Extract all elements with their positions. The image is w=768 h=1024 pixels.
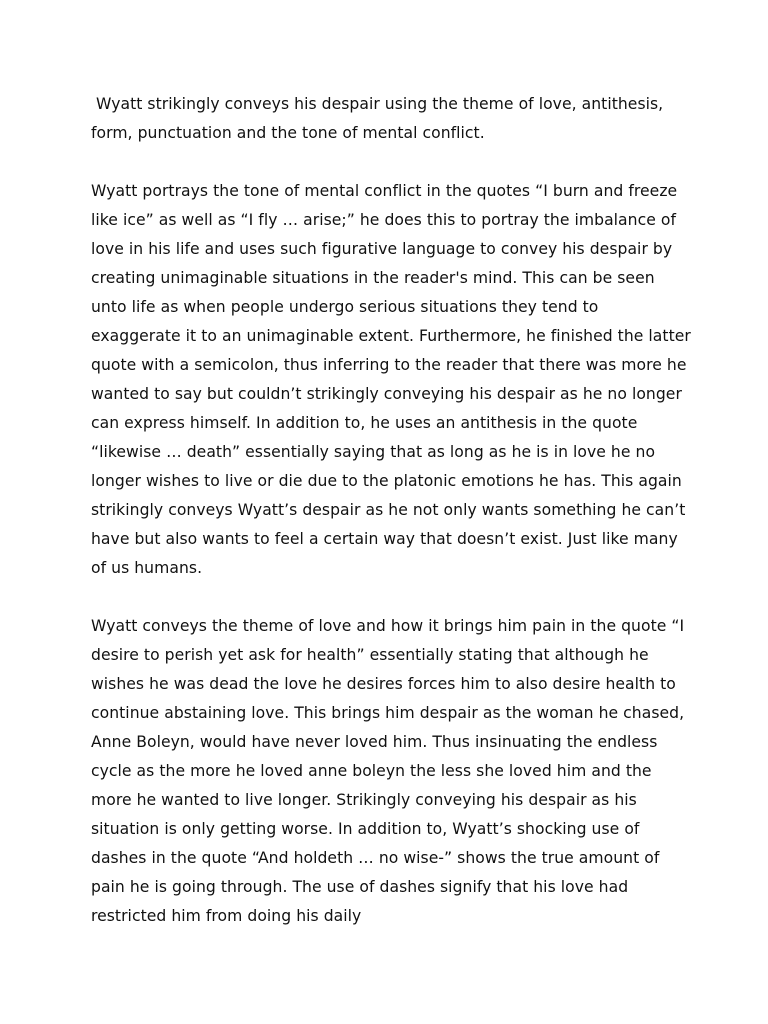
paragraph-theme-of-love: Wyatt conveys the theme of love and how it brings him pain in the quote “I desire to perish yet ask for health” essentially stating that although he wishes he was dead the love he desires forces him to also desire health to continue abstaining love. This brings him despair as the woman he chased, Anne Boleyn, would have never loved him. Thus insinuating the endless cycle as the more he loved anne boleyn the less she loved him and the more he wanted to live longer. Strikingly conveying his despair as his situation is only getting worse. In addition to, Wyatt’s shocking use of dashes in the quote “And holdeth … no wise-” shows the true amount of pain he is going through. The use of dashes signify that his love had restricted him from doing his daily	[91, 617, 685, 925]
paragraph-intro: Wyatt strikingly conveys his despair using the theme of love, antithesis, form, punctuation and the tone of mental conflict.	[91, 95, 664, 142]
paragraph-mental-conflict: Wyatt portrays the tone of mental conflict in the quotes “I burn and freeze like ice” as well as “I fly … arise;” he does this to portray the imbalance of love in his life and uses such figurative language to convey his despair by creating unimaginable situations in the reader's mind. This can be seen unto life as when people undergo serious situations they tend to exaggerate it to an unimaginable extent. Furthermore, he finished the latter quote with a semicolon, thus inferring to the reader that there was more he wanted to say but couldn’t strikingly conveying his despair as he no longer can express himself. In addition to, he uses an antithesis in the quote “likewise … death” essentially saying that as long as he is in love he no longer wishes to live or die due to the platonic emotions he has. This again strikingly conveys Wyatt’s despair as he not only wants something he can’t have but also wants to feel a certain way that doesn’t exist. Just like many of us humans.	[91, 182, 691, 577]
document-body	[91, 90, 691, 931]
